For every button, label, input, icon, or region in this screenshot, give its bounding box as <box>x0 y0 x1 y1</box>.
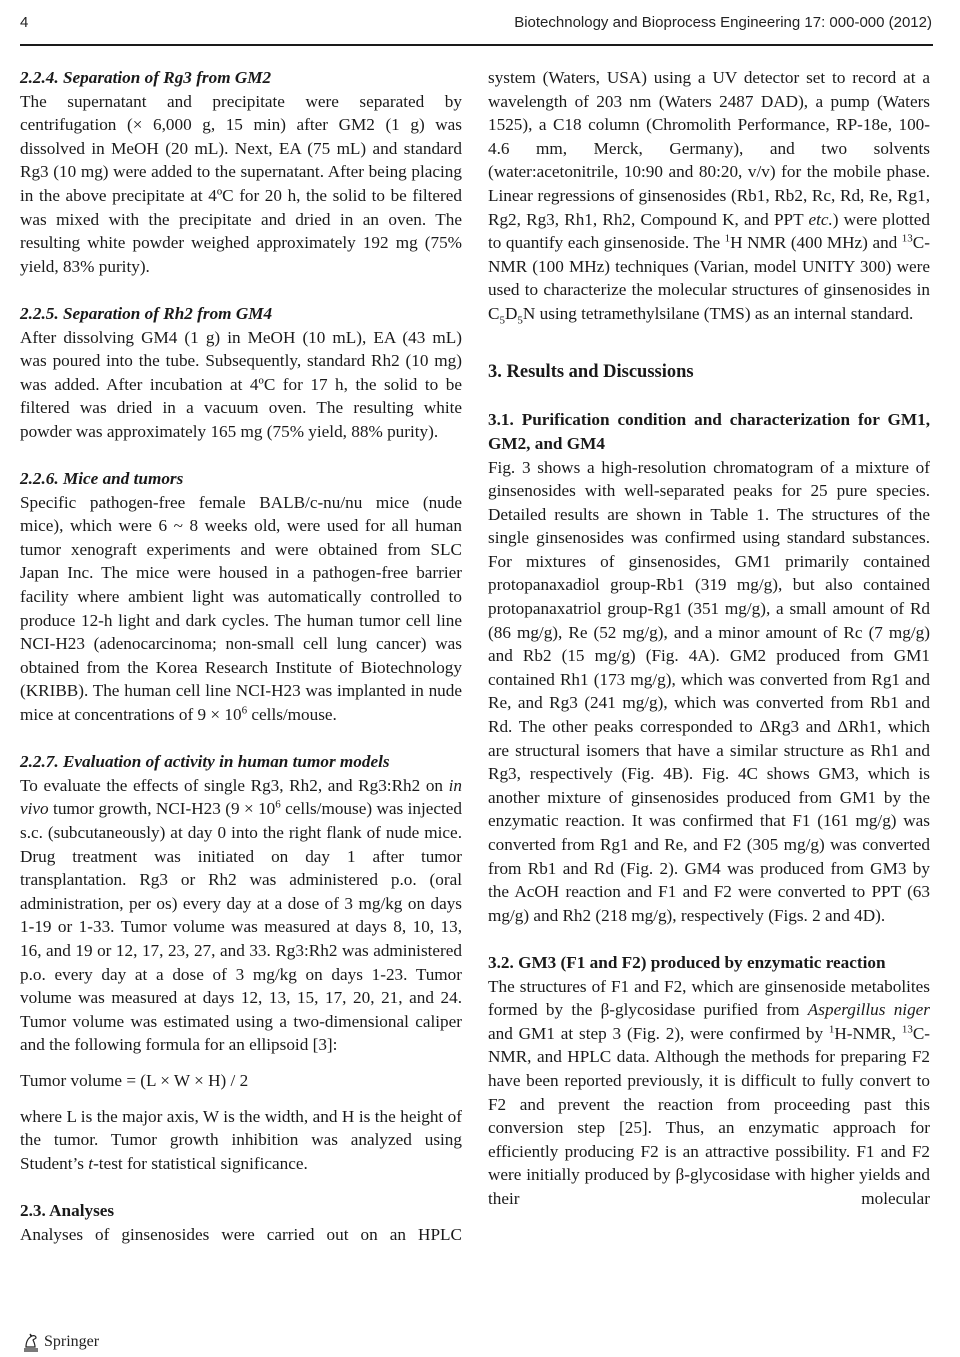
publisher-footer <box>22 1331 99 1353</box>
publisher-name: Springer <box>44 1333 100 1350</box>
section-2-3 <box>20 1199 462 1246</box>
running-header <box>20 14 932 36</box>
paragraph: Specific pathogen-free female BALB/c-nu/nu mice (nude mice), which were 6 ~ 8 weeks old, were used for all human tumor xenograft experiments and were obtained from SLC Japan Inc. The mice were housed in a pathogen-free barrier facility where ambient light was automatically controlled to produce 12-h light and dark cycles. The human tumor cell line NCI-H23 (adenocarcinoma; non-small cell lung cancer) was obtained from the Korea Research Institute of Biotechnology (KRIBB). The human cell line NCI-H23 was implanted in nude mice at concentrations of $9 \times 10^6$ cells/mouse. <box>20 492 462 725</box>
section-heading: 3. Results and Discussions <box>488 362 694 383</box>
springer-horse-icon <box>22 1332 40 1352</box>
journal-citation: Biotechnology and Bioprocess Engineering 17: 000-000 (2012) <box>514 14 932 31</box>
left-column <box>20 66 462 1246</box>
paragraph: The supernatant and precipitate were separated by centrifugation (× 6,000 g, 15 min) after GM2 (1 g) was dissolved in MeOH (20 mL). Next, EA (75 mL) and standard Rg3 (10 mg) were added to the supernatant. After being placing in the above precipitate at 4ºC for 20 h, the solid to be filtered was mixed with the precipitate and dried in an oven. The resulting white powder weighed approximately 192 mg (75% yield, 83% purity). <box>20 91 462 276</box>
paragraph: system (Waters, USA) using a UV detector set to record at a wavelength of 203 nm (Waters 2487 DAD), a pump (Waters 1525), a C18 column (Chromolith Performance, RP-18e, 100-4.6 mm, Merck, Germany), and two solvents (water:acetonitrile, 10:90 and 80:20, v/v) for the mobile phase. Linear regressions of ginsenosides (Rb1, Rb2, Rc, Rd, Re, Rg1, Rg2, Rg3, Rh1, Rh2, Compound K, and PPT etc.) were plotted to quantify each ginsenoside. The $^1$H NMR (400 MHz) and $^{13}$C-NMR (100 MHz) techniques (Varian, model UNITY 300) were used to characterize the molecular structures of ginsenosides in $C_5D_5N$ using tetramethylsilane (TMS) as an internal standard. <box>488 68 930 327</box>
page-number: 4 <box>20 14 29 31</box>
section-heading: 2.2.4. Separation of Rg3 from GM2 <box>20 68 272 87</box>
section-3 <box>488 361 930 385</box>
section-2-2-7 <box>20 750 462 1175</box>
header-rule <box>20 44 933 46</box>
section-2-2-6 <box>20 467 462 727</box>
paragraph: To evaluate the effects of single Rg3, Rh2, and Rg3:Rh2 on in vivo tumor growth, NCI-H23 ($9 \times 10^6$ cells/mouse) was injected s.c. (subcutaneously) at day 0 into the right flank of nude mice. Drug treatment was initiated on day 1 after tumor transplantation. Rg3 or Rh2 was administered p.o. (oral administration, per os) every day at a dose of 3 mg/kg on days 1-19 or 1-33. Tumor volume was measured at days 8, 10, 13, 16, and 19 or 12, 17, 23, 27, and 33. Rg3:Rh2 was administered p.o. every day at a dose of 3 mg/kg on days 1-23. Tumor volume was measured at days 12, 13, 15, 17, 20, 21, and 24. Tumor volume was estimated using a two-dimensional caliper and the following formula for an ellipsoid [3]: <box>20 775 462 1055</box>
section-2-2-5 <box>20 302 462 444</box>
section-2-2-4 <box>20 66 462 278</box>
section-heading: 2.2.6. Mice and tumors <box>20 469 184 489</box>
paragraph: Analyses of ginsenosides were carried out on an HPLC <box>20 1224 462 1244</box>
paragraph: After dissolving GM4 (1 g) in MeOH (10 mL), EA (43 mL) was poured into the tube. Subsequently, standard Rh2 (10 mg) was added. After incubation at 4ºC for 17 h, the solid to be filtered was dried in a vacuum oven. The resulting white powder was approximately 165 mg (75% yield, 88% purity). <box>20 327 462 441</box>
section-heading: 2.2.7. Evaluation of activity in human tumor models <box>20 752 390 772</box>
section-heading: 3.2. GM3 (F1 and F2) produced by enzymatic reaction <box>488 952 886 972</box>
section-2-3-continued <box>488 66 930 326</box>
section-3-1 <box>488 408 930 927</box>
section-heading: 2.3. Analyses <box>20 1200 115 1220</box>
paragraph: The structures of F1 and F2, which are ginsenoside metabolites formed by the β-glycosidase purified from Aspergillus niger and GM1 at step 3 (Fig. 2), were confirmed by $^1$H-NMR, $^{13}$C-NMR, and HPLC data. Although the methods for preparing F2 have been reported previously, it is difficult to fully convert to F2 and prevent the reaction from proceeding past this conversion step [25]. Thus, an enzymatic approach for efficiently producing F2 is an attractive possibility. F1 and F2 were initially produced by β-glycosidase with higher yields and their molecular <box>488 976 931 1208</box>
paragraph: Fig. 3 shows a high-resolution chromatogram of a mixture of ginsenosides with well-separated peaks for 25 pure species. Detailed results are shown in Table 1. The structures of the single ginsenosides was confirmed using standard substances. For mixtures of ginsenosides, GM1 primarily contained protopanaxadiol group-Rb1 (319 mg/g), but also contained protopanaxatriol group-Rg1 (351 mg/g), a small amount of Rd (86 mg/g), Re (52 mg/g), and a minor amount of Rc (7 mg/g) and Rb2 (15 mg/g) (Fig. 4A). GM2 produced from GM1 contained Rh1 (173 mg/g), which was converted from Rg1 and Re, and Rg3 (241 mg/g), which was converted from Rb1 and Rd. The other peaks corresponded to ΔRg3 and ΔRh1, which are structural isomers that have a similar structure as Rh1 and Rg3, respectively (Fig. 4B). Fig. 4C shows GM3, which is another mixture of ginsenosides produced from GM1 by the enzymatic reaction. It was confirmed that F1 (161 mg/g) was converted from Rg1 and Re, and F2 (305 mg/g) was converted from Rb1 and Rd (Fig. 2). GM4 was produced from GM3 by the AcOH reaction and F1 and F2 were converted to PPT (63 mg/g) and Rh2 (218 mg/g), respectively (Figs. 2 and 4D). <box>488 457 930 925</box>
section-heading: 2.2.5. Separation of Rh2 from GM4 <box>20 303 273 323</box>
right-column <box>488 66 930 1211</box>
formula: Tumor volume = (L × W × H) / 2 <box>20 1070 249 1090</box>
section-3-2 <box>488 951 930 1211</box>
paragraph: where L is the major axis, W is the width, and H is the height of the tumor. Tumor growth inhibition was analyzed using Student’s t-test for statistical significance. <box>20 1106 462 1173</box>
section-heading: 3.1. Purification condition and characterization for GM1, GM2, and GM4 <box>488 410 930 453</box>
